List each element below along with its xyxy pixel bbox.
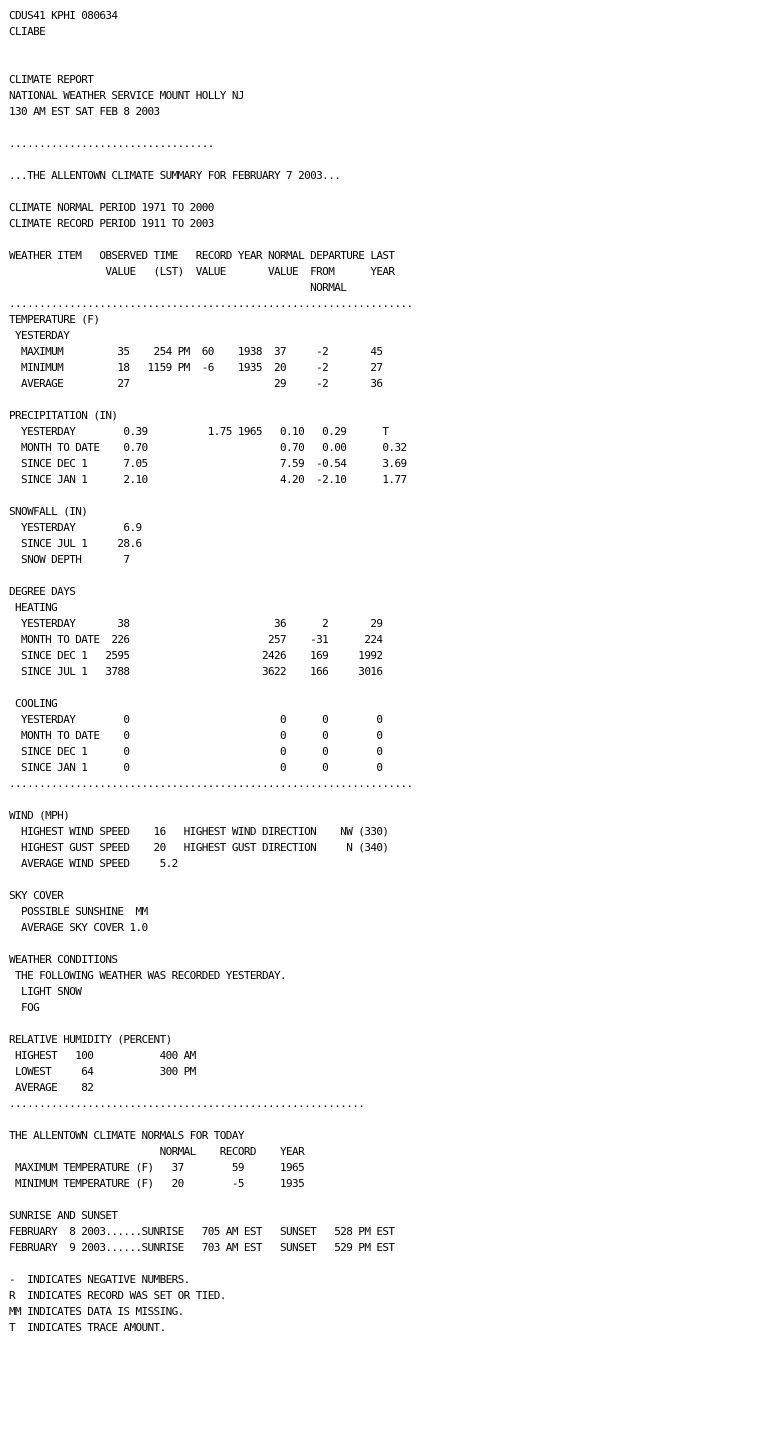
- report-line: NORMAL: [9, 281, 347, 294]
- report-line: ...................................................................: [9, 297, 413, 310]
- report-line: SKY COVER: [9, 889, 64, 902]
- report-line: CLIMATE NORMAL PERIOD 1971 TO 2000: [9, 201, 214, 214]
- report-line: HIGHEST 100 400 AM: [9, 1049, 196, 1062]
- report-line: [9, 872, 413, 888]
- report-line: CLIMATE REPORT: [9, 73, 94, 86]
- report-line: YESTERDAY 6.9: [9, 521, 142, 534]
- report-line: TEMPERATURE (F): [9, 313, 100, 326]
- report-line: PRECIPITATION (IN): [9, 409, 118, 422]
- report-line: SINCE JUL 1 28.6: [9, 537, 142, 550]
- report-line: SINCE JAN 1 0 0 0 0: [9, 761, 383, 774]
- report-line: MAXIMUM TEMPERATURE (F) 37 59 1965: [9, 1161, 305, 1174]
- report-line: CLIABE: [9, 25, 46, 38]
- report-line: MONTH TO DATE 0 0 0 0: [9, 729, 383, 742]
- report-line: ...................................................................: [9, 777, 413, 790]
- report-line: MM INDICATES DATA IS MISSING.: [9, 1305, 184, 1318]
- report-line: [9, 1016, 413, 1032]
- report-line: MONTH TO DATE 226 257 -31 224: [9, 633, 383, 646]
- report-line: [9, 40, 413, 56]
- report-line: [9, 792, 413, 808]
- report-line: [9, 680, 413, 696]
- report-line: YESTERDAY 0.39 1.75 1965 0.10 0.29 T: [9, 425, 389, 438]
- report-line: RELATIVE HUMIDITY (PERCENT): [9, 1033, 172, 1046]
- report-line: FEBRUARY 8 2003......SUNRISE 705 AM EST SUNSET 528 PM EST: [9, 1225, 395, 1238]
- report-line: DEGREE DAYS: [9, 585, 76, 598]
- report-line: HEATING: [9, 601, 58, 614]
- report-line: ..................................: [9, 137, 214, 150]
- report-line: R INDICATES RECORD WAS SET OR TIED.: [9, 1289, 226, 1302]
- report-line: AVERAGE 27 29 -2 36: [9, 377, 383, 390]
- report-line: SINCE DEC 1 7.05 7.59 -0.54 3.69: [9, 457, 407, 470]
- report-line: ...........................................................: [9, 1097, 365, 1110]
- report-line: SINCE DEC 1 0 0 0 0: [9, 745, 383, 758]
- report-line: AVERAGE WIND SPEED 5.2: [9, 857, 178, 870]
- report-line: HIGHEST WIND SPEED 16 HIGHEST WIND DIRECTION NW (330): [9, 825, 389, 838]
- report-line: WEATHER ITEM OBSERVED TIME RECORD YEAR NORMAL DEPARTURE LAST: [9, 249, 395, 262]
- report-line: THE ALLENTOWN CLIMATE NORMALS FOR TODAY: [9, 1129, 244, 1142]
- report-line: [9, 392, 413, 408]
- report-line: [9, 232, 413, 248]
- report-line: ...THE ALLENTOWN CLIMATE SUMMARY FOR FEBRUARY 7 2003...: [9, 169, 341, 182]
- report-line: SINCE DEC 1 2595 2426 169 1992: [9, 649, 383, 662]
- report-line: YESTERDAY 38 36 2 29: [9, 617, 383, 630]
- report-line: POSSIBLE SUNSHINE MM: [9, 905, 148, 918]
- report-line: [9, 56, 413, 72]
- report-line: VALUE (LST) VALUE VALUE FROM YEAR: [9, 265, 395, 278]
- report-line: SUNRISE AND SUNSET: [9, 1209, 118, 1222]
- report-line: NORMAL RECORD YEAR: [9, 1145, 305, 1158]
- report-line: [9, 184, 413, 200]
- report-line: WIND (MPH): [9, 809, 70, 822]
- report-line: NATIONAL WEATHER SERVICE MOUNT HOLLY NJ: [9, 89, 244, 102]
- report-line: SINCE JAN 1 2.10 4.20 -2.10 1.77: [9, 473, 407, 486]
- report-line: SINCE JUL 1 3788 3622 166 3016: [9, 665, 383, 678]
- report-line: CLIMATE RECORD PERIOD 1911 TO 2003: [9, 217, 214, 230]
- report-line: COOLING: [9, 697, 58, 710]
- report-line: LIGHT SNOW: [9, 985, 82, 998]
- report-line: HIGHEST GUST SPEED 20 HIGHEST GUST DIRECTION N (340): [9, 841, 389, 854]
- report-line: 130 AM EST SAT FEB 8 2003: [9, 105, 160, 118]
- report-line: [9, 568, 413, 584]
- report-line: LOWEST 64 300 PM: [9, 1065, 196, 1078]
- report-line: [9, 1256, 413, 1272]
- report-line: CDUS41 KPHI 080634: [9, 9, 118, 22]
- report-line: MAXIMUM 35 254 PM 60 1938 37 -2 45: [9, 345, 383, 358]
- report-line: [9, 936, 413, 952]
- report-line: T INDICATES TRACE AMOUNT.: [9, 1321, 166, 1334]
- report-line: [9, 152, 413, 168]
- climate-report-text: [9, 8, 413, 1336]
- report-line: [9, 1192, 413, 1208]
- report-line: - INDICATES NEGATIVE NUMBERS.: [9, 1273, 190, 1286]
- report-line: WEATHER CONDITIONS: [9, 953, 118, 966]
- report-line: YESTERDAY: [9, 329, 70, 342]
- report-line: YESTERDAY 0 0 0 0: [9, 713, 383, 726]
- report-line: SNOW DEPTH 7: [9, 553, 130, 566]
- report-line: THE FOLLOWING WEATHER WAS RECORDED YESTERDAY.: [9, 969, 287, 982]
- report-line: [9, 120, 413, 136]
- report-line: AVERAGE SKY COVER 1.0: [9, 921, 148, 934]
- report-line: FOG: [9, 1001, 40, 1014]
- report-line: MONTH TO DATE 0.70 0.70 0.00 0.32: [9, 441, 407, 454]
- report-line: FEBRUARY 9 2003......SUNRISE 703 AM EST SUNSET 529 PM EST: [9, 1241, 395, 1254]
- report-line: MINIMUM 18 1159 PM -6 1935 20 -2 27: [9, 361, 383, 374]
- report-line: AVERAGE 82: [9, 1081, 94, 1094]
- report-line: [9, 1112, 413, 1128]
- report-line: [9, 488, 413, 504]
- report-line: SNOWFALL (IN): [9, 505, 88, 518]
- report-line: MINIMUM TEMPERATURE (F) 20 -5 1935: [9, 1177, 305, 1190]
